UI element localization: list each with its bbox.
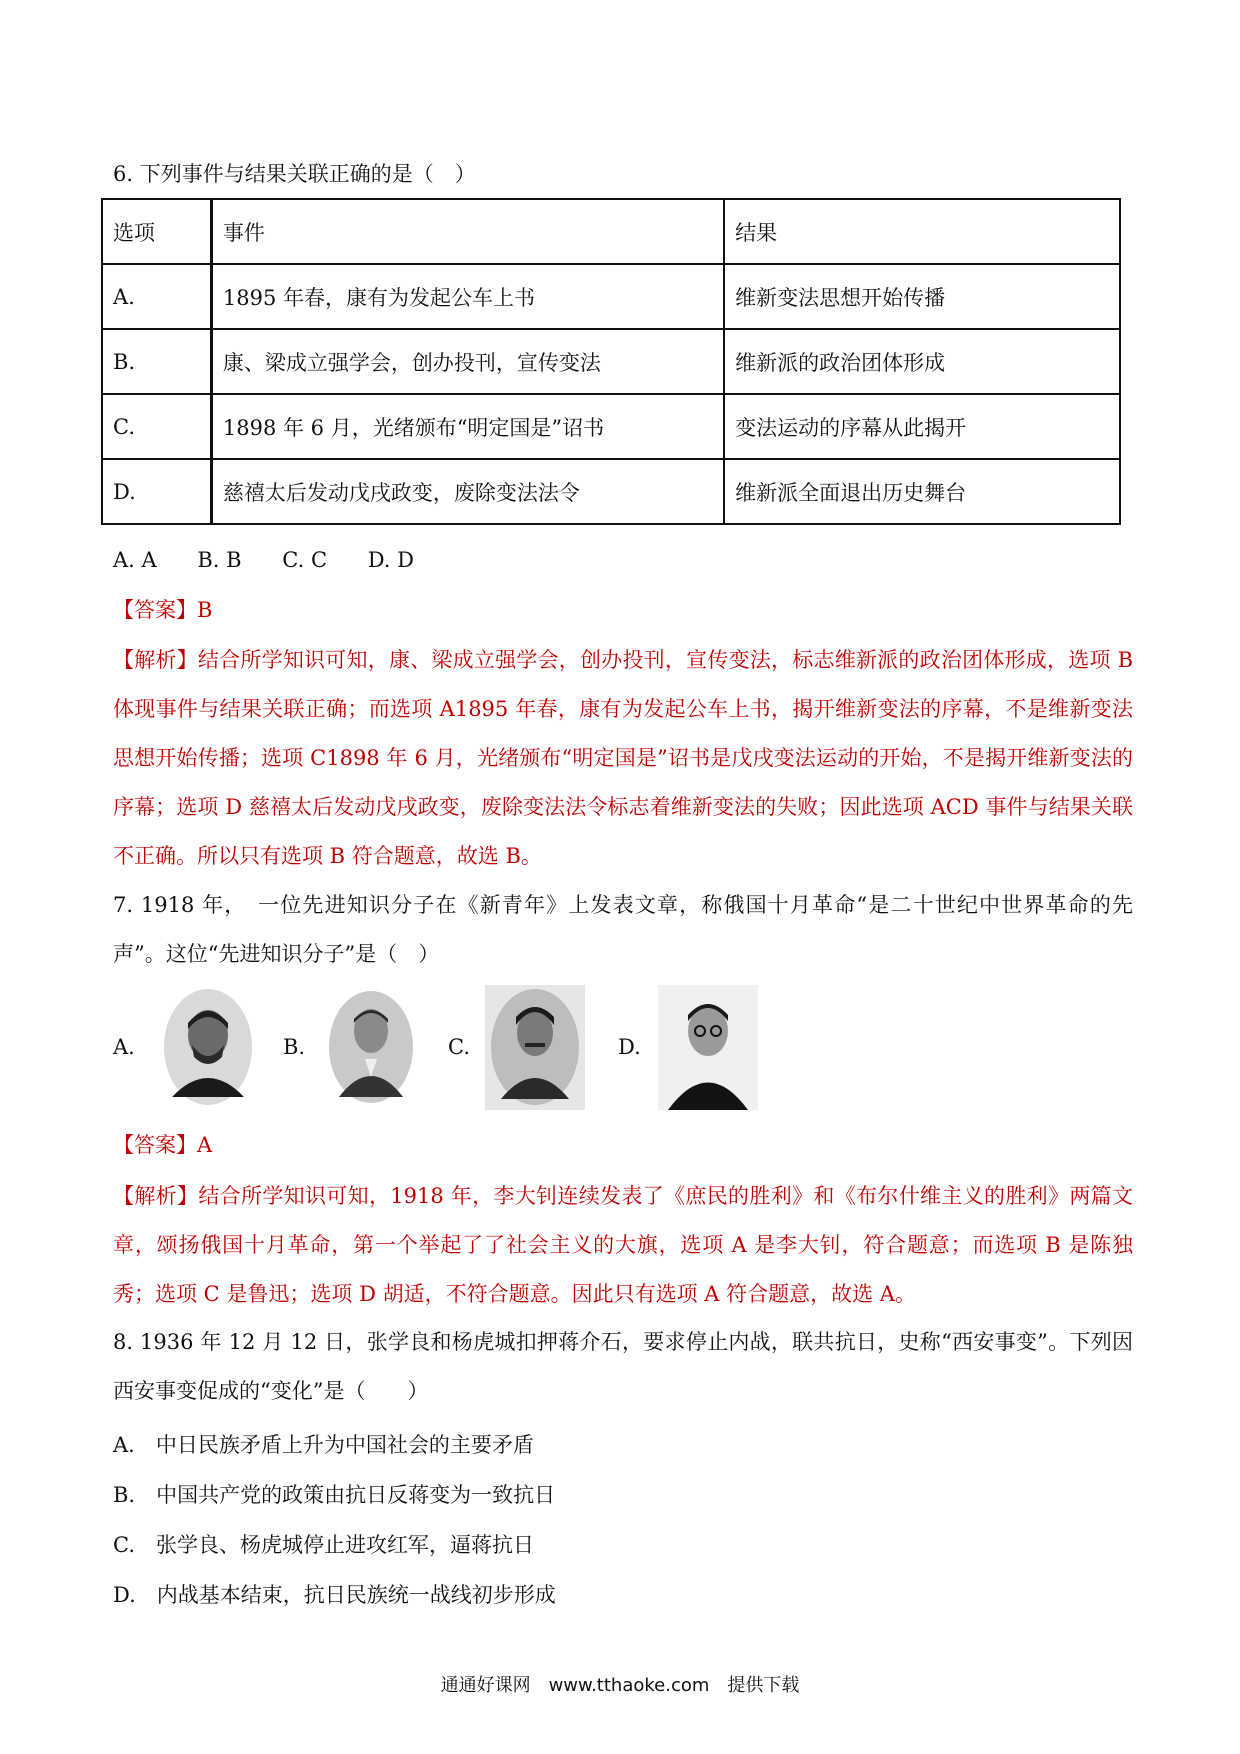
q6-stem: 6. 下列事件与结果关联正确的是（ ） [113, 162, 476, 186]
analysis-text: 结合所学知识可知，1918 年，李大钊连续发表了《庶民的胜利》和《布尔什维主义的胜利》两篇文章，颂扬俄国十月革命，第一个举起了了社会主义的大旗，选项 A 是李大钊，符合题意；而选项 B 是陈独秀；选项 C 是鲁迅；选项 D 胡适，不符合题意。因此只有选项 A 符合题意，故选 A。 [113, 1184, 1133, 1306]
q6-table [101, 198, 1121, 525]
table-cell: 维新变法思想开始传播 [724, 264, 1120, 329]
answer-value: B [197, 598, 213, 622]
q8-option-a: A. 中日民族矛盾上升为中国社会的主要矛盾 [113, 1433, 534, 1457]
photo-label-b: B. [283, 1035, 306, 1059]
table-cell: D. [102, 459, 211, 524]
q7-photo-options [113, 985, 833, 1115]
answer-tag: 【答案】 [113, 1133, 197, 1157]
table-header-cell: 事件 [211, 199, 724, 264]
q8-option-c: C. 张学良、杨虎城停止进攻红军，逼蒋抗日 [113, 1533, 534, 1557]
answer-tag: 【答案】 [113, 598, 197, 622]
q6-analysis [113, 636, 1133, 881]
q7-stem: 7. 1918 年， 一位先进知识分子在《新青年》上发表文章，称俄国十月革命“是二十世纪中世界革命的先声”。这位“先进知识分子”是（ ） [113, 893, 1133, 966]
portrait-photo-b [321, 985, 421, 1110]
table-cell: A. [102, 264, 211, 329]
table-row [102, 329, 1120, 394]
q7-analysis [113, 1172, 1133, 1319]
analysis-text: 结合所学知识可知，康、梁成立强学会，创办投刊，宣传变法，标志维新派的政治团体形成，选项 B 体现事件与结果关联正确；而选项 A1895 年春，康有为发起公车上书，揭开维新变法的序幕，不是维新变法思想开始传播；选项 C1898 年 6 月，光绪颁布“明定国是”诏书是戊戌变法运动的开始，不是揭开维新变法的序幕；选项 D 慈禧太后发动戊戌政变，废除变法法令标志着维新变法的失败；因此选项 ACD 事件与结果关联不正确。所以只有选项 B 符合题意，故选 B。 [113, 648, 1134, 868]
q7-answer [113, 1131, 212, 1159]
table-cell: 康、梁成立强学会，创办投刊，宣传变法 [211, 329, 724, 394]
analysis-tag: 【解析】 [113, 1184, 199, 1208]
option-b: B. B [197, 548, 242, 572]
page-footer: 通通好课网 www.tthaoke.com 提供下载 [440, 1675, 800, 1696]
table-cell: C. [102, 394, 211, 459]
q6-options [113, 548, 448, 572]
option-c: C. C [282, 548, 328, 572]
table-row [102, 264, 1120, 329]
table-header-cell: 结果 [724, 199, 1120, 264]
photo-label-d: D. [618, 1035, 641, 1059]
table-header-cell: 选项 [102, 199, 211, 264]
table-row [102, 394, 1120, 459]
analysis-tag: 【解析】 [113, 648, 198, 672]
q8-option-b: B. 中国共产党的政策由抗日反蒋变为一致抗日 [113, 1483, 556, 1507]
table-cell: 1898 年 6 月，光绪颁布“明定国是”诏书 [211, 394, 724, 459]
q8-stem: 8. 1936 年 12 月 12 日，张学良和杨虎城扣押蒋介石，要求停止内战，联共抗日，史称“西安事变”。下列因西安事变促成的“变化”是（ ） [113, 1330, 1133, 1403]
option-d: D. D [367, 548, 414, 572]
table-row [102, 459, 1120, 524]
q8-option-d: D. 内战基本结束，抗日民族统一战线初步形成 [113, 1583, 556, 1607]
table-cell: 维新派全面退出历史舞台 [724, 459, 1120, 524]
table-cell: B. [102, 329, 211, 394]
portrait-photo-a [158, 985, 258, 1110]
photo-label-a: A. [113, 1035, 135, 1059]
photo-label-c: C. [448, 1035, 470, 1059]
portrait-photo-c [485, 985, 585, 1110]
option-a: A. A [113, 548, 157, 572]
table-header-row [102, 199, 1120, 264]
answer-value: A [197, 1133, 213, 1157]
table-cell: 维新派的政治团体形成 [724, 329, 1120, 394]
table-cell: 1895 年春，康有为发起公车上书 [211, 264, 724, 329]
portrait-photo-d [658, 985, 758, 1110]
q6-answer [113, 596, 212, 624]
table-cell: 变法运动的序幕从此揭开 [724, 394, 1120, 459]
table-cell: 慈禧太后发动戊戌政变，废除变法法令 [211, 459, 724, 524]
